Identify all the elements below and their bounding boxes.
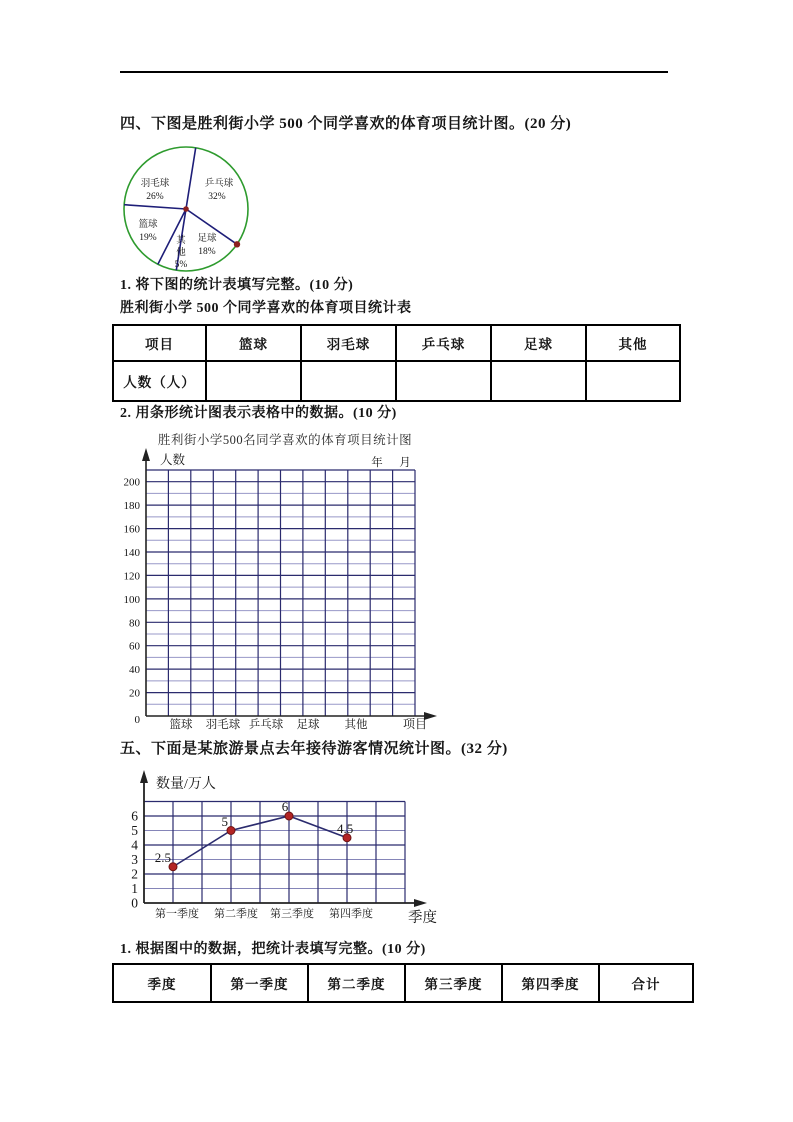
line-cat-q2: 第二季度 bbox=[214, 908, 258, 920]
sports-table bbox=[112, 324, 681, 402]
bar-year-label: 年 bbox=[371, 457, 383, 469]
table1-cell-blank bbox=[491, 361, 586, 401]
table2-header-q3: 第三季度 bbox=[405, 964, 502, 1002]
point-label-q2: 5 bbox=[221, 814, 228, 829]
table1-header-item: 项目 bbox=[113, 325, 206, 361]
table1-cell-blank bbox=[206, 361, 301, 401]
question-1: 1. 将下图的统计表填写完整。(10 分) bbox=[120, 278, 354, 293]
pie-label-pingpong: 乒乓球 bbox=[204, 179, 234, 189]
pie-edge-dot bbox=[234, 241, 240, 247]
table1-cell-blank bbox=[586, 361, 680, 401]
pie-pct-basketball: 19% bbox=[139, 233, 157, 243]
table-row bbox=[113, 964, 693, 1002]
line-xlabel: 季度 bbox=[408, 910, 437, 926]
bar-ytick-40: 40 bbox=[129, 664, 140, 677]
line-ytick-4: 4 bbox=[131, 837, 138, 853]
pie-label-other-1: 其 bbox=[176, 236, 186, 246]
pie-center-dot bbox=[183, 206, 189, 212]
line-chart bbox=[110, 763, 455, 933]
bar-cat-other: 其他 bbox=[344, 719, 368, 731]
pie-pct-badminton: 26% bbox=[146, 192, 164, 202]
table-row bbox=[113, 361, 680, 401]
line-ytick-1: 1 bbox=[131, 881, 138, 896]
bar-chart-title: 胜利街小学500名同学喜欢的体育项目统计图 bbox=[157, 433, 413, 447]
bar-ylabel: 人数 bbox=[160, 453, 186, 467]
line-ytick-3: 3 bbox=[131, 852, 138, 867]
section5-heading: 五、下面是某旅游景点去年接待游客情况统计图。(32 分) bbox=[120, 741, 508, 757]
pie-label-other-2: 他 bbox=[176, 248, 186, 258]
table2-header-total: 合计 bbox=[599, 964, 693, 1002]
x-axis-arrow-icon bbox=[414, 899, 427, 907]
question-3: 1. 根据图中的数据，把统计表填写完整。(10 分) bbox=[120, 942, 426, 957]
line-ytick-0: 0 bbox=[131, 895, 138, 911]
bar-ytick-160: 160 bbox=[123, 523, 140, 536]
point-label-q4: 4.5 bbox=[337, 821, 354, 836]
bar-cat-badminton: 羽毛球 bbox=[205, 719, 241, 731]
line-cat-q3: 第三季度 bbox=[270, 908, 314, 920]
line-cat-q4: 第四季度 bbox=[329, 908, 373, 920]
point-label-q1: 2.5 bbox=[154, 850, 171, 865]
table2-header-quarter: 季度 bbox=[113, 964, 211, 1002]
pie-label-badminton: 羽毛球 bbox=[140, 179, 170, 189]
table1-cell-blank bbox=[396, 361, 491, 401]
table1-row-label: 人数（人） bbox=[113, 361, 206, 401]
table1-cell-blank bbox=[301, 361, 396, 401]
bar-ytick-80: 80 bbox=[129, 617, 140, 630]
table1-title: 胜利街小学 500 个同学喜欢的体育项目统计表 bbox=[120, 301, 412, 316]
pie-pct-pingpong: 32% bbox=[208, 192, 226, 202]
question-2: 2. 用条形统计图表示表格中的数据。(10 分) bbox=[120, 406, 397, 421]
bar-ytick-200: 200 bbox=[123, 476, 140, 489]
line-ytick-5: 5 bbox=[131, 823, 138, 838]
y-axis-arrow-icon bbox=[142, 448, 150, 461]
pie-label-basketball: 篮球 bbox=[138, 220, 158, 230]
pie-chart bbox=[118, 142, 254, 274]
data-point-q2 bbox=[227, 827, 235, 835]
bar-ytick-60: 60 bbox=[129, 640, 140, 653]
bar-ytick-20: 20 bbox=[129, 687, 140, 700]
pie-label-football: 足球 bbox=[197, 234, 217, 244]
bar-cat-basketball: 篮球 bbox=[169, 719, 193, 731]
header-divider bbox=[120, 71, 668, 73]
table1-header-football: 足球 bbox=[491, 325, 586, 361]
table-row bbox=[113, 325, 680, 361]
bar-ytick-180: 180 bbox=[123, 500, 140, 513]
table1-header-other: 其他 bbox=[586, 325, 680, 361]
table2-header-q2: 第二季度 bbox=[308, 964, 405, 1002]
bar-ytick-120: 120 bbox=[123, 570, 140, 583]
bar-xlabel: 项目 bbox=[402, 717, 428, 731]
line-ylabel: 数量/万人 bbox=[156, 777, 216, 792]
y-axis-arrow-icon bbox=[140, 770, 148, 783]
bar-ytick-0: 0 bbox=[134, 714, 140, 726]
point-label-q3: 6 bbox=[281, 799, 289, 814]
line-cat-q1: 第一季度 bbox=[155, 908, 199, 920]
table1-header-basketball: 篮球 bbox=[206, 325, 301, 361]
grid-lines-dark bbox=[144, 802, 405, 875]
line-ytick-2: 2 bbox=[131, 866, 138, 882]
table2-header-q1: 第一季度 bbox=[211, 964, 308, 1002]
pie-pct-other: 5% bbox=[174, 260, 188, 270]
grid-lines-vertical bbox=[168, 470, 415, 716]
bar-month-label: 月 bbox=[399, 457, 411, 469]
bar-ytick-140: 140 bbox=[123, 547, 140, 559]
pie-pct-football: 18% bbox=[198, 247, 216, 257]
table1-header-pingpong: 乒乓球 bbox=[396, 325, 491, 361]
bar-cat-football: 足球 bbox=[296, 719, 320, 731]
quarters-table bbox=[112, 963, 694, 1003]
bar-chart-grid bbox=[110, 445, 445, 745]
table2-header-q4: 第四季度 bbox=[502, 964, 599, 1002]
table1-header-badminton: 羽毛球 bbox=[301, 325, 396, 361]
line-ytick-6: 6 bbox=[131, 808, 138, 824]
bar-ytick-100: 100 bbox=[123, 593, 140, 606]
bar-cat-pingpong: 乒乓球 bbox=[248, 719, 284, 731]
section4-heading: 四、下图是胜利街小学 500 个同学喜欢的体育项目统计图。(20 分) bbox=[120, 116, 572, 132]
